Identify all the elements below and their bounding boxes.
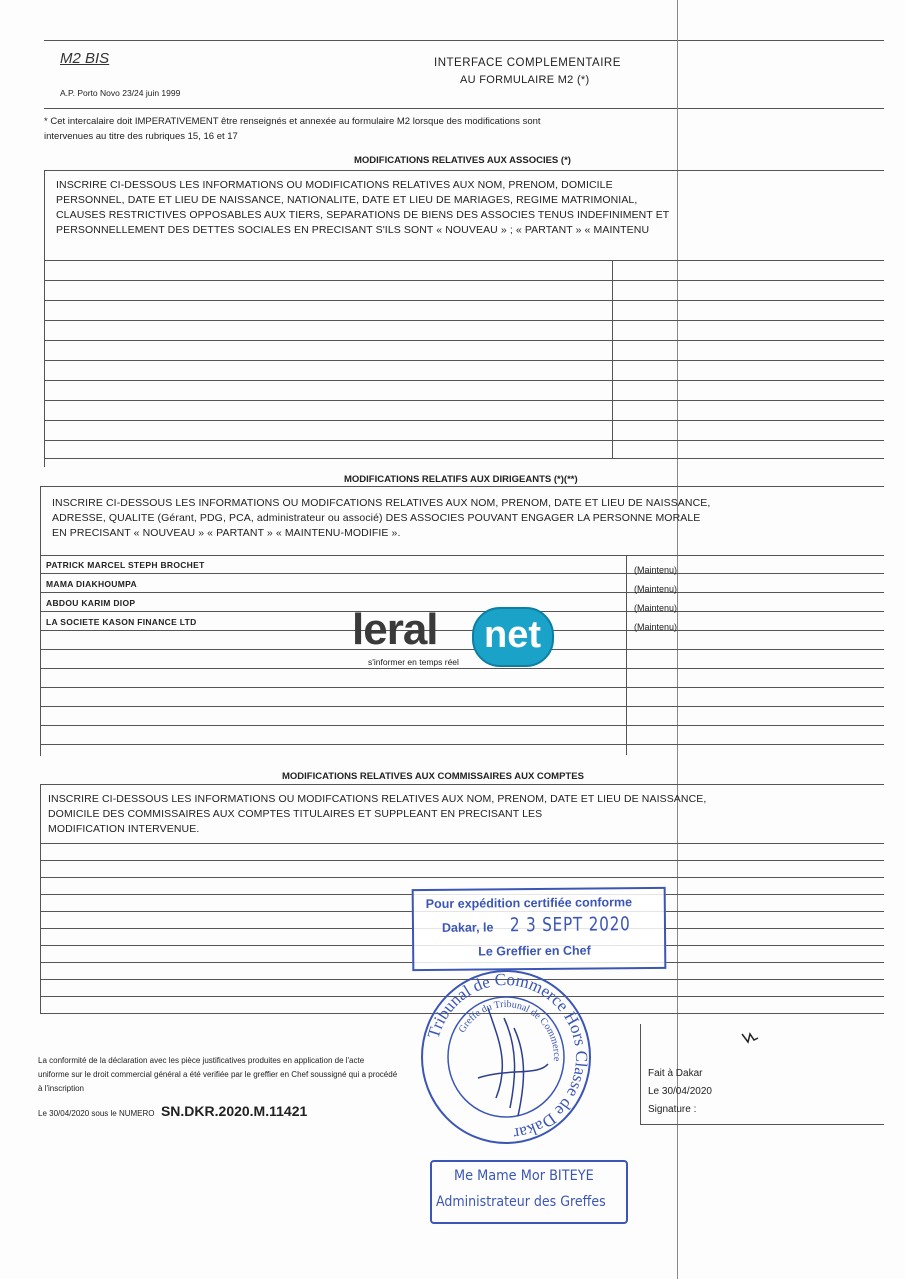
dirigeants-row-line <box>40 687 884 688</box>
dirigeants-row-line <box>40 555 884 556</box>
conformity-line2: uniforme sur le droit commercial général a été verifiée par le greffier en Chef soussigné qui a procédé <box>38 1070 398 1079</box>
associes-instr-line2: PERSONNEL, DATE ET LIEU DE NAISSANCE, NATIONALITE, DATE ET LIEU DE MARIAGES, REGIME MATRIMONIAL, <box>56 194 638 206</box>
certified-stamp-line1: Pour expédition certifiée conforme <box>425 895 633 911</box>
registration-number: SN.DKR.2020.M.11421 <box>160 1103 308 1119</box>
net-badge <box>472 607 554 667</box>
dirigeant-status: (Maintenu) <box>634 584 678 594</box>
dirigeants-row-line <box>40 573 884 574</box>
dirigeant-name: PATRICK MARCEL STEPH BROCHET <box>46 560 205 570</box>
signature-initials <box>740 1030 760 1051</box>
dirigeants-instr-line3: EN PRECISANT « NOUVEAU » « PARTANT » « MAINTENU-MODIFIE ». <box>52 527 401 539</box>
dirigeants-instruction <box>52 496 882 541</box>
dirigeant-name: LA SOCIETE KASON FINANCE LTD <box>46 617 197 627</box>
associes-instr-line4: PERSONNELLEMENT DES DETTES SOCIALES EN PRECISANT S'ILS SONT « NOUVEAU » ; « PARTANT » « MAINTENU <box>56 224 650 236</box>
registration-prefix: Le 30/04/2020 sous le NUMERO <box>38 1109 155 1118</box>
leral-brand-text: leral <box>352 605 438 654</box>
commissaires-instr-line3: MODIFICATION INTERVENUE. <box>48 823 200 835</box>
signature-label: Signature : <box>648 1104 697 1115</box>
associes-column-divider <box>612 260 613 458</box>
registrar-title: Administrateur des Greffes <box>436 1194 606 1210</box>
intro-line1: * Cet intercalaire doit IMPERATIVEMENT être renseignés et annexée au formulaire M2 lorsque des modifications sont <box>44 116 541 127</box>
associes-row-line <box>44 420 884 421</box>
commissaires-header-top <box>40 784 884 785</box>
associes-row-line <box>44 280 884 281</box>
dirigeant-name: ABDOU KARIM DIOP <box>46 598 136 608</box>
registrar-name-stamp <box>430 1160 628 1224</box>
certified-copy-stamp <box>412 887 667 971</box>
associes-row-line <box>44 320 884 321</box>
form-code: M2 BIS <box>60 50 110 67</box>
associes-header-top <box>44 170 884 171</box>
associes-row-line <box>44 380 884 381</box>
associes-row-line <box>44 300 884 301</box>
associes-title: MODIFICATIONS RELATIVES AUX ASSOCIES (*) <box>354 155 571 166</box>
commissaires-instr-line1: INSCRIRE CI-DESSOUS LES INFORMATIONS OU MODIFCATIONS RELATIVES AUX NOM, PRENOM, DATE ET LIEU DE NAISSANCE, <box>48 793 707 805</box>
intro-line2: intervenues au titre des rubriques 15, 16 et 17 <box>44 131 238 142</box>
associes-instr-line3: CLAUSES RESTRICTIVES OPPOSABLES AUX TIERS, SEPARATIONS DE BIENS DES ASSOCIES TENUS INDEFINIMENT ET <box>56 209 670 221</box>
signature-box-bottom <box>640 1124 884 1125</box>
commissaires-row-line <box>40 877 884 878</box>
associes-row-line <box>44 400 884 401</box>
dirigeants-left-border <box>40 486 41 756</box>
associes-instr-line1: INSCRIRE CI-DESSOUS LES INFORMATIONS OU MODIFICATIONS RELATIVES AUX NOM, PRENOM, DOMICILE <box>56 179 613 191</box>
certified-stamp-date: 2 3 SEPT 2020 <box>509 913 631 937</box>
dirigeants-row-line <box>40 706 884 707</box>
dirigeants-column-divider <box>626 555 627 755</box>
conformity-line1: La conformité de la déclaration avec les pièce justificatives produites en application de l'acte <box>38 1056 365 1065</box>
dirigeants-row-line <box>40 725 884 726</box>
seal-inner-text: Greffe du Tribunal de Commerce <box>456 998 563 1062</box>
commissaires-row-line <box>40 860 884 861</box>
top-border <box>44 40 884 41</box>
seal-outer-text: Tribunal de Commerce Hors Classe de Dakar <box>423 969 592 1144</box>
dirigeant-status: (Maintenu) <box>634 565 678 575</box>
dirigeants-row-line <box>40 592 884 593</box>
commissaires-instruction <box>48 792 878 837</box>
commissaires-row-line <box>40 843 884 844</box>
signature-date: Le 30/04/2020 <box>648 1086 712 1097</box>
conformity-text <box>38 1054 508 1096</box>
commissaires-instr-line2: DOMICILE DES COMMISSAIRES AUX COMPTES TITULAIRES ET SUPPLEANT EN PRECISANT LES <box>48 808 543 820</box>
dirigeants-instr-line1: INSCRIRE CI-DESSOUS LES INFORMATIONS OU MODIFCATIONS RELATIVES AUX NOM, PRENOM, DATE ET LIEU DE NAISSANCE, <box>52 497 711 509</box>
dirigeants-row-line <box>40 744 884 745</box>
dirigeants-title: MODIFICATIONS RELATIFS AUX DIRIGEANTS (*)(**) <box>344 474 578 485</box>
dirigeant-status: (Maintenu) <box>634 622 678 632</box>
dirigeants-instr-line2: ADRESSE, QUALITE (Gérant, PDG, PCA, administrateur ou associé) DES ASSOCIES POUVANT ENGAGER LA PERSONNE MORALE <box>52 512 701 524</box>
dirigeants-header-top <box>40 486 884 487</box>
header-bottom-border <box>44 108 884 109</box>
associes-row-line <box>44 440 884 441</box>
associes-row-line <box>44 458 884 459</box>
associes-row-line <box>44 260 884 261</box>
conformity-line3: à l'inscription <box>38 1084 84 1093</box>
leral-watermark <box>352 605 552 675</box>
associes-instruction <box>56 178 876 238</box>
commissaires-title: MODIFICATIONS RELATIVES AUX COMMISSAIRES AUX COMPTES <box>282 771 584 782</box>
certified-stamp-line3: Le Greffier en Chef <box>478 943 591 959</box>
net-brand-text: net <box>484 614 541 656</box>
initials-scribble-icon <box>740 1030 760 1046</box>
associes-row-line <box>44 360 884 361</box>
form-title-line1: INTERFACE COMPLEMENTAIRE <box>434 57 621 69</box>
signature-box-left <box>640 1024 641 1124</box>
leral-tagline: s'informer en temps réel <box>368 657 459 667</box>
associes-left-border <box>44 170 45 467</box>
dirigeant-name: MAMA DIAKHOUMPA <box>46 579 137 589</box>
registration-line <box>38 1103 307 1121</box>
form-reference: A.P. Porto Novo 23/24 juin 1999 <box>60 88 181 98</box>
signature-place: Fait à Dakar <box>648 1068 703 1079</box>
form-title-line2: AU FORMULAIRE M2 (*) <box>460 74 590 86</box>
certified-stamp-date-label: Dakar, le <box>441 920 494 935</box>
associes-row-line <box>44 340 884 341</box>
registrar-name: Me Mame Mor BITEYE <box>454 1168 594 1184</box>
dirigeant-status: (Maintenu) <box>634 603 678 613</box>
